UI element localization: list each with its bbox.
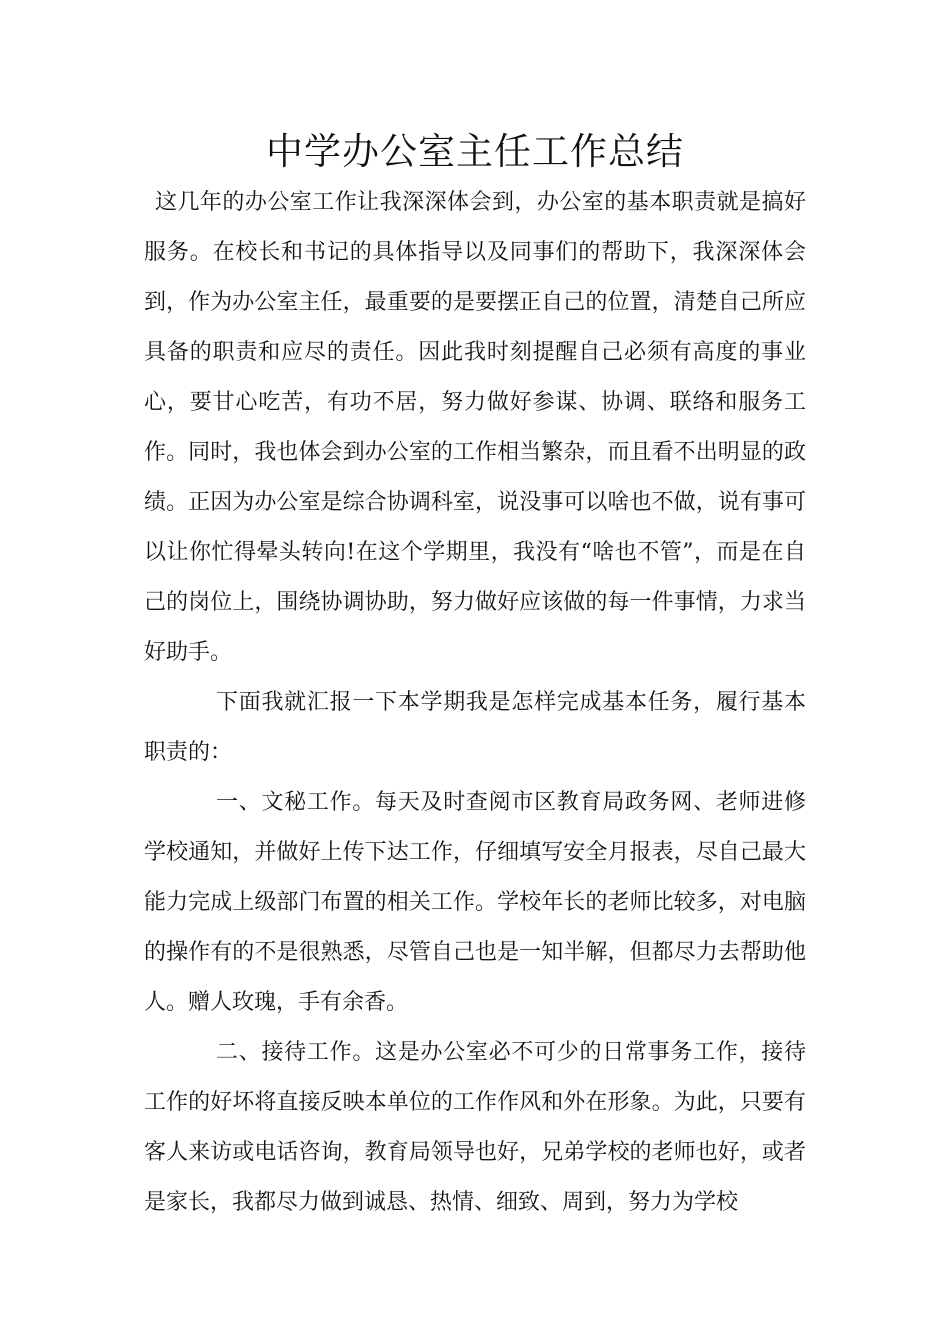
- paragraph-reception-work: 二、接待工作。这是办公室必不可少的日常事务工作，接待工作的好坏将直接反映本单位的工作作风和外在形象。为此，只要有客人来访或电话咨询，教育局领导也好，兄弟学校的老师也好，或者是家长，我都尽力做到诚恳、热情、细致、周到，努力为学校: [144, 1040, 806, 1215]
- paragraph-secretarial-work: 一、文秘工作。每天及时查阅市区教育局政务网、老师进修学校通知，并做好上传下达工作，仔细填写安全月报表，尽自己最大能力完成上级部门布置的相关工作。学校年长的老师比较多，对电脑的操作有的不是很熟悉，尽管自己也是一知半解，但都尽力去帮助他人。赠人玫瑰，手有余香。: [144, 790, 806, 1015]
- paragraph-intro: 这几年的办公室工作让我深深体会到，办公室的基本职责就是搞好服务。在校长和书记的具体指导以及同事们的帮助下，我深深体会到，作为办公室主任，最重要的是要摆正自己的位置，清楚自己所应具备的职责和应尽的责任。因此我时刻提醒自己必须有高度的事业心，要甘心吃苦，有功不居，努力做好参谋、协调、联络和服务工作。同时，我也体会到办公室的工作相当繁杂，而且看不出明显的政绩。正因为办公室是综合协调科室，说没事可以啥也不做，说有事可以让你忙得晕头转向!在这个学期里，我没有“啥也不管”，而是在自己的岗位上，围绕协调协助，努力做好应该做的每一件事情，力求当好助手。: [144, 190, 806, 665]
- document-title: 中学办公室主任工作总结: [266, 130, 684, 173]
- paragraph-report-lead: 下面我就汇报一下本学期我是怎样完成基本任务，履行基本职责的：: [144, 690, 806, 765]
- document-body: [144, 178, 806, 1228]
